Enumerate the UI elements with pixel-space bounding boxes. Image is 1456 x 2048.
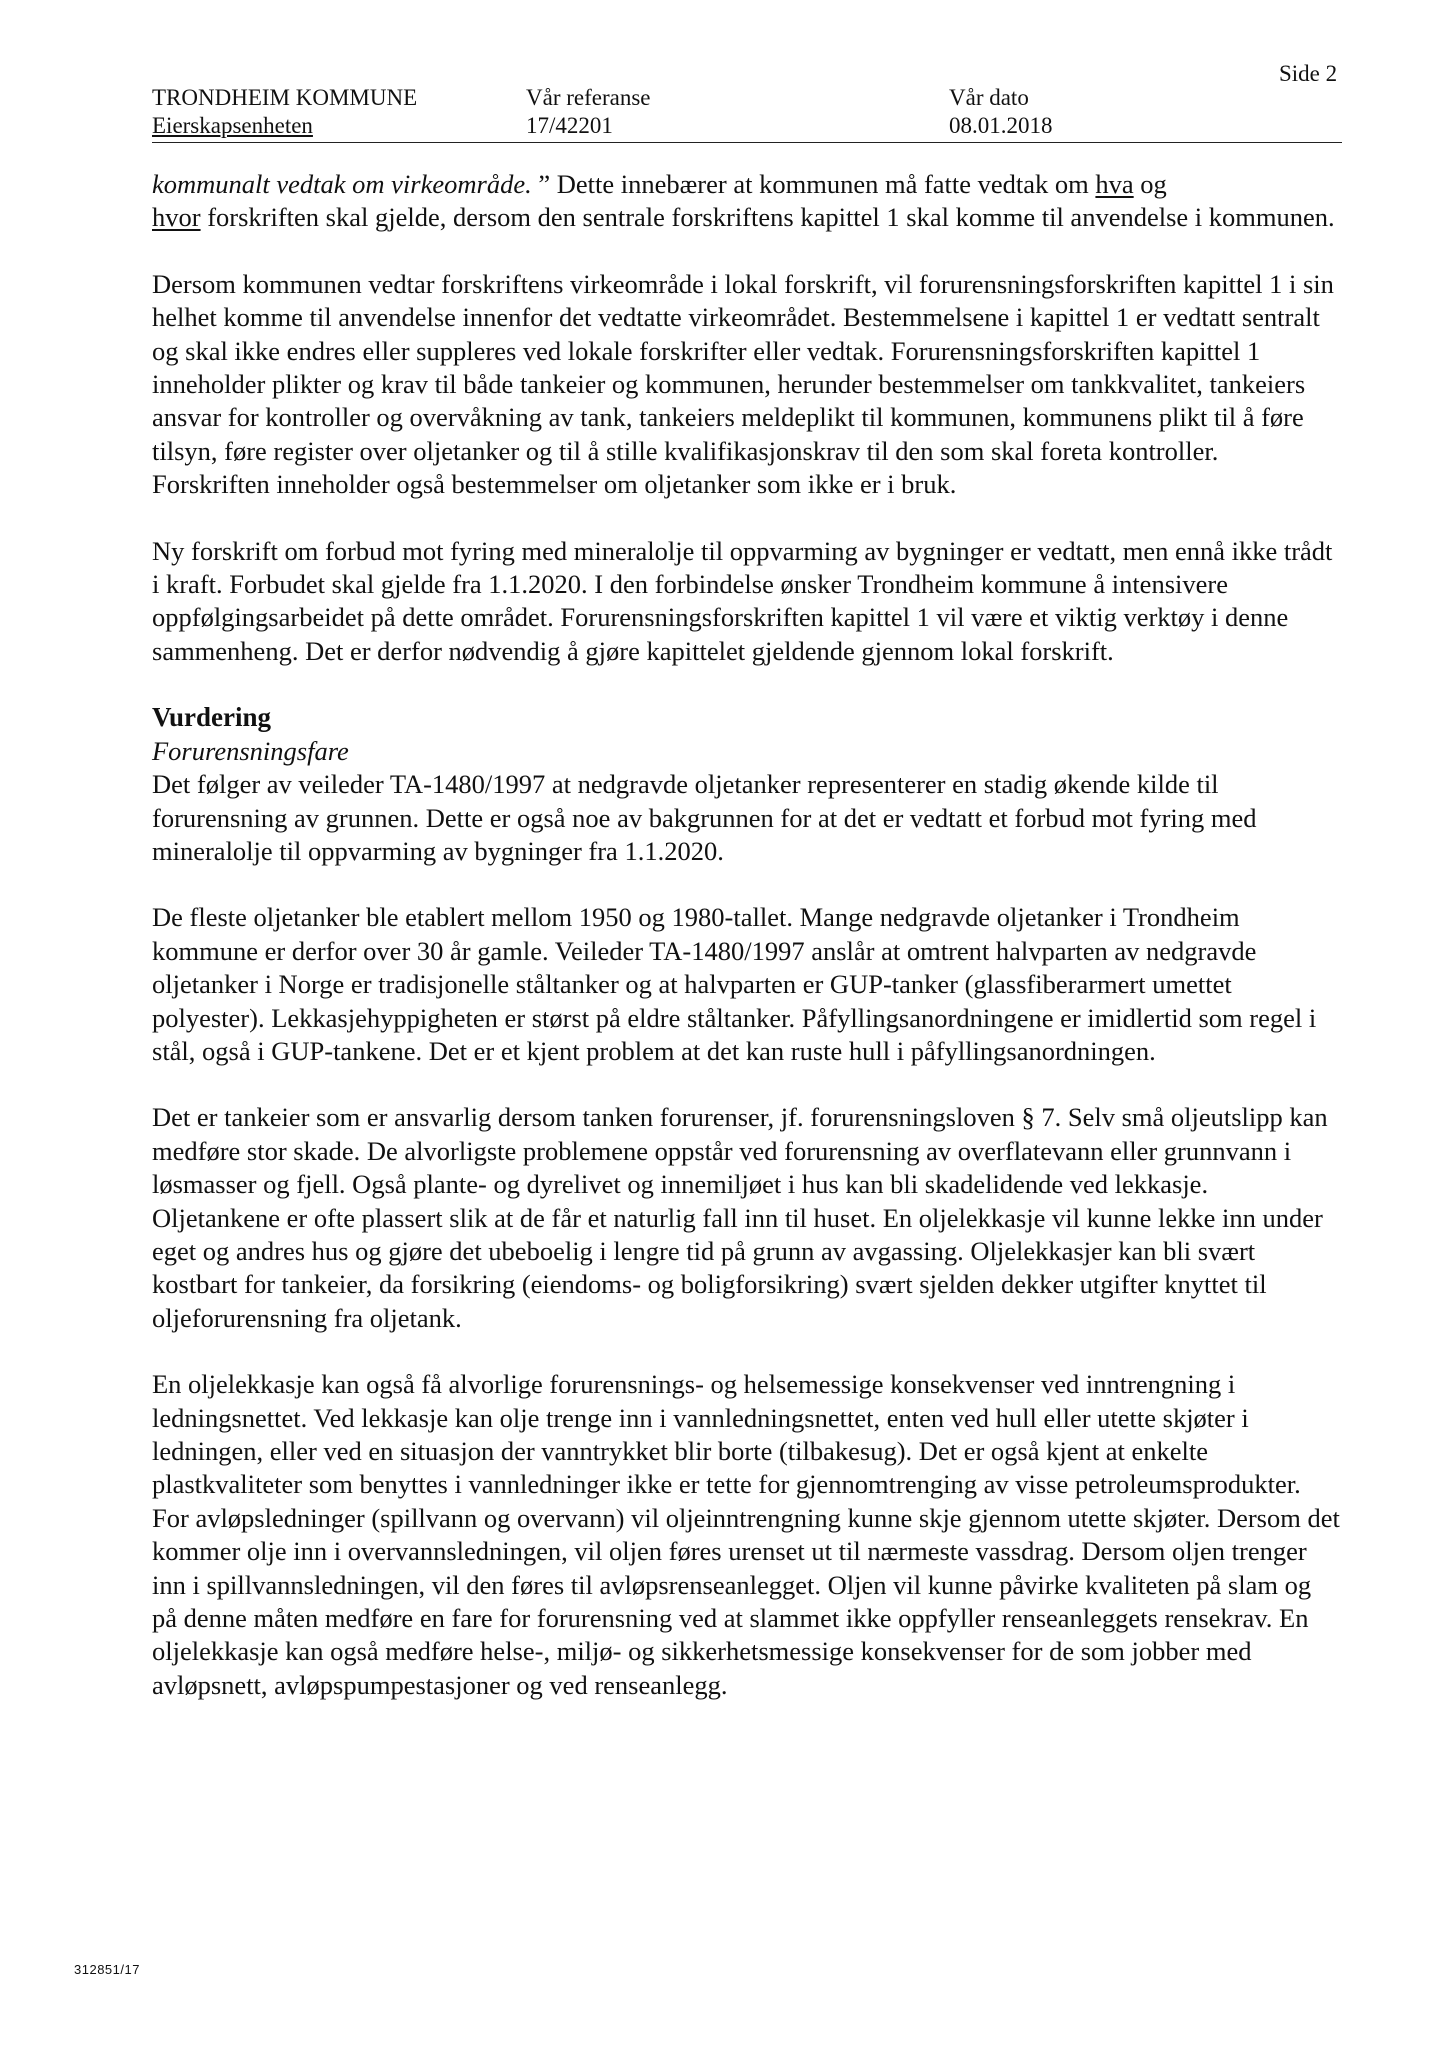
section-heading-vurdering: Vurdering [152,702,272,733]
quote-rest: ” Dette innebærer at kommunen må fatte vedtak om [531,169,1096,199]
date-label: Vår dato [949,85,1029,110]
paragraph-2: Dersom kommunen vedtar forskriftens virkeområde i lokal forskrift, vil forurensningsforskriften kapittel 1 i sin helhet komme til anvendelse innenfor det vedtatte virkeområdet. Bestemmelsene i kapittel 1 er vedtatt sentralt og skal ikke endres eller suppleres ved lokale forskrifter eller vedtak. Forurensningsforskriften kapittel 1 inneholder plikter og krav til både tankeier og kommunen, herunder bestemmelser om tankkvalitet, tankeiers ansvar for kontroller og overvåkning av tank, tankeiers meldeplikt til kommunen, kommunens plikt til å føre tilsyn, føre register over oljetanker og til å stille kvalifikasjonskrav til den som skal foreta kontroller. Forskriften inneholder også bestemmelser om oljetanker som ikke er i bruk. [152,268,1334,500]
header-reference-column [526,84,651,140]
document-body [152,168,1342,1702]
paragraph-5: De fleste oljetanker ble etablert mellom 1950 og 1980-tallet. Mange nedgravde oljetanker i Trondheim kommune er derfor over 30 år gamle. Veileder TA-1480/1997 anslår at omtrent halvparten av nedgravde oljetanker i Norge er tradisjonelle ståltanker og at halvparten er GUP-tanker (glassfiberarmert umettet polyester). Lekkasjehyppigheten er størst på eldre ståltanker. Påfyllingsanordningene er imidlertid som regel i stål, også i GUP-tankene. Det er et kjent problem at det kan ruste hull i påfyllingsanordningen. [152,902,1317,1066]
underlined-hvor: hvor [152,202,201,233]
paragraph-1-rest: forskriften skal gjelde, dersom den sentrale forskriftens kapittel 1 skal komme til anvendelse i kommunen. [200,202,1335,233]
paragraph-3: Ny forskrift om forbud mot fyring med mineralolje til oppvarming av bygninger er vedtatt, men ennå ikke trådt i kraft. Forbudet skal gjelde fra 1.1.2020. I den forbindelse ønsker Trondheim kommune å intensivere oppfølgingsarbeidet på dette området. Forurensningsforskriften kapittel 1 vil være et viktig verktøy i denne sammenheng. Det er derfor nødvendig å gjøre kapittelet gjeldende gjennom lokal forskrift. [152,535,1333,666]
document-code: 312851/17 [74,1962,140,1977]
date-value: 08.01.2018 [949,113,1053,138]
quote-italic-lead: kommunalt vedtak om virkeområde. [152,169,532,199]
org-name: TRONDHEIM KOMMUNE [152,85,418,110]
subheading-forurensningsfare: Forurensningsfare [152,735,349,766]
header-org-column [152,84,417,140]
paragraph-1 [152,168,1342,235]
paragraph-7: En oljelekkasje kan også få alvorlige forurensnings- og helsemessige konsekvenser ved inntrengning i ledningsnettet. Ved lekkasje kan olje trenge inn i vannledningsnettet, enten ved hull eller utette skjøter i ledningen, eller ved en situasjon der vanntrykket blir borte (tilbakesug). Det er også kjent at enkelte plastkvaliteter som benyttes i vannledninger ikke er tette for gjennomtrenging av visse petroleumsprodukter. For avløpsledninger (spillvann og overvann) vil oljeinntrengning kunne skje gjennom utette skjøter. Dersom det kommer olje inn i overvannsledningen, vil oljen føres urenset ut til nærmeste vassdrag. Dersom oljen trenger inn i spillvannsledningen, vil den føres til avløpsrenseanlegget. Oljen vil kunne påvirke kvaliteten på slam og på denne måten medføre en fare for forurensning ved at slammet ikke oppfyller renseanleggets rensekrav. En oljelekkasje kan også medføre helse-, miljø- og sikkerhetsmessige konsekvenser for de som jobber med avløpsnett, avløpspumpestasjoner og ved renseanlegg. [152,1369,1340,1700]
page-number: Side 2 [1279,61,1338,86]
underlined-hva: hva [1095,169,1134,199]
paragraph-4: Det følger av veileder TA-1480/1997 at nedgravde oljetanker representerer en stadig økende kilde til forurensning av grunnen. Dette er også noe av bakgrunnen for at det er vedtatt et forbud mot fyring med mineralolje til oppvarming av bygninger fra 1.1.2020. [152,769,1257,866]
connector-og: og [1133,169,1167,199]
reference-value: 17/42201 [526,113,613,138]
department-name: Eierskapsenheten [152,113,313,138]
header-date-column [949,84,1053,140]
paragraph-6: Det er tankeier som er ansvarlig dersom tanken forurenser, jf. forurensningsloven § 7. Selv små oljeutslipp kan medføre stor skade. De alvorligste problemene oppstår ved forurensning av overflatevann eller grunnvann i løsmasser og fjell. Også plante- og dyrelivet og innemiljøet i hus kan bli skadelidende ved lekkasje. Oljetankene er ofte plassert slik at de får et naturlig fall inn til huset. En oljelekkasje vil kunne lekke inn under eget og andres hus og gjøre det ubeboelig i lengre tid på grunn av avgassing. Oljelekkasjer kan bli svært kostbart for tankeier, da forsikring (eiendoms- og boligforsikring) svært sjelden dekker utgifter knyttet til oljeforurensning fra oljetank. [152,1102,1328,1333]
letter-header [152,84,1342,143]
reference-label: Vår referanse [526,85,651,110]
